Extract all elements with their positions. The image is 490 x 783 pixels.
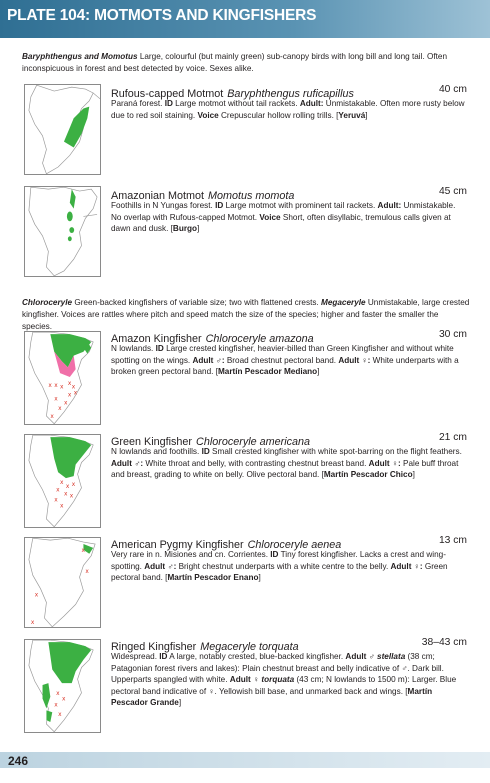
common-name: Green Kingfisher — [111, 436, 193, 448]
desc-label: Adult ♀: — [338, 355, 371, 365]
species-size: 30 cm — [438, 329, 467, 340]
common-name: Ringed Kingfisher — [111, 641, 197, 653]
svg-text:x: x — [85, 569, 89, 576]
desc-text: (43 cm; N lowlands to 1500 m): Larger. Blue pectoral band indicative of ♀. Yellowish bill base, and unmarked back and wings. [ — [111, 675, 457, 696]
range-map-amazon-kingfisher — [24, 331, 101, 425]
desc-text: Foothills in N Yungas forest. — [111, 201, 216, 210]
range-map-svg — [25, 435, 100, 527]
kingfisher-intro-text: Green-backed kingfishers of variable size; two with flattened crests. — [72, 298, 321, 307]
desc-text: Green pectoral band. [ — [111, 561, 448, 583]
footer-band — [0, 752, 490, 768]
species-header — [111, 186, 467, 200]
species-description — [111, 651, 468, 709]
desc-text: Large crested kingfisher, heavier-billed than Green Kingfisher and without white spotting on the wings. — [111, 344, 454, 365]
range-map-ringed-kingfisher — [24, 639, 101, 733]
svg-text:x: x — [60, 503, 64, 510]
desc-label: Voice — [197, 110, 219, 120]
common-name: Amazon Kingfisher — [111, 333, 202, 345]
subspecies-name: stellata — [377, 652, 406, 661]
species-header — [111, 84, 467, 98]
local-name: Martín Pescador Enano — [167, 573, 259, 583]
desc-text: Large motmot with prominent tail rackets. — [223, 201, 378, 210]
svg-text:x: x — [63, 491, 68, 498]
page-number: 246 — [8, 754, 29, 768]
svg-text:x: x — [67, 380, 72, 387]
desc-label: Adult: — [377, 201, 402, 210]
desc-label: Adult ♂: — [144, 561, 177, 571]
desc-text: ] — [258, 573, 261, 583]
species-header — [111, 329, 467, 343]
desc-text: Bright chestnut underparts with a white centre to the belly. — [176, 561, 391, 571]
common-name: Rufous-capped Motmot — [111, 88, 224, 100]
genus-chloroceryle: Chloroceryle — [22, 298, 73, 307]
desc-label: ID — [270, 550, 279, 559]
range-map-american-pygmy-kingfisher — [24, 537, 101, 628]
desc-label: ID — [159, 652, 168, 661]
svg-text:x: x — [81, 547, 85, 554]
scientific-name: Chloroceryle aenea — [247, 539, 342, 551]
scientific-name: Momotus momota — [208, 190, 295, 202]
desc-label: Adult ♀ — [229, 675, 260, 685]
plate-title: PLATE 104: MOTMOTS AND KINGFISHERS — [7, 7, 317, 24]
svg-text:x: x — [62, 696, 66, 703]
svg-text:x: x — [30, 619, 35, 626]
svg-text:x: x — [56, 487, 60, 494]
range-map-rufous-capped-motmot — [24, 84, 101, 175]
species-size: 13 cm — [438, 535, 467, 546]
svg-text:x: x — [60, 479, 64, 486]
species-header — [111, 432, 467, 446]
local-name: Martín Pescador Mediano — [217, 367, 318, 377]
desc-text: A large, notably crested, blue-backed kingfisher. — [167, 652, 346, 661]
local-name: Burgo — [172, 224, 198, 234]
desc-label: ID — [155, 344, 164, 353]
species-description — [111, 446, 468, 481]
motmot-intro — [22, 51, 470, 75]
range-map-amazonian-motmot — [24, 186, 101, 277]
desc-text: Unmistakable. Often more rusty below due to red soil staining. — [111, 99, 465, 120]
species-size: 45 cm — [438, 186, 467, 197]
species-description — [111, 343, 468, 378]
species-description — [111, 98, 468, 121]
desc-text: N lowlands. — [111, 344, 156, 353]
svg-text:x: x — [50, 413, 54, 420]
range-map-svg — [25, 85, 100, 174]
svg-text:x: x — [56, 690, 60, 697]
desc-label: ID — [164, 99, 173, 108]
range-map-svg — [25, 538, 100, 627]
svg-text:x: x — [48, 382, 52, 389]
svg-text:x: x — [71, 384, 76, 391]
desc-label: ID — [201, 447, 210, 456]
species-size: 38–43 cm — [421, 637, 467, 648]
scientific-name: Baryphthengus ruficapillus — [227, 88, 354, 100]
kingfisher-intro — [22, 297, 470, 333]
desc-text: Widespread. — [111, 652, 160, 661]
svg-text:x: x — [54, 702, 58, 709]
motmot-intro-text: Large, colourful (but mainly green) sub-canopy birds with long bill and long tail. Often inconspicuous in forest and best detected by voice. Sexes alike. — [22, 52, 448, 73]
desc-text: ] — [178, 698, 182, 708]
svg-text:x: x — [71, 481, 76, 488]
desc-text: Crepuscular hollow rolling trills. [ — [218, 110, 339, 120]
subspecies-name: torquata — [261, 675, 295, 685]
desc-text: Large motmot without tail rackets. — [172, 99, 300, 108]
desc-label: ID — [215, 201, 224, 210]
svg-text:x: x — [67, 392, 72, 399]
desc-text: Broad chestnut pectoral band. — [224, 355, 339, 365]
desc-label: Voice — [259, 212, 281, 222]
common-name: American Pygmy Kingfisher — [111, 539, 244, 551]
desc-text: ] — [412, 470, 415, 480]
local-name: Martín Pescador Chico — [323, 470, 413, 480]
desc-label: Adult ♂: — [111, 458, 144, 468]
desc-label: Adult ♀: — [390, 561, 423, 571]
common-name: Amazonian Motmot — [111, 190, 205, 202]
kingfisher-intro-text: Unmistakable, large crested kingfisher. Voices are rattles where pitch and speed match the size of the species; higher and faster the smaller the species. — [22, 298, 470, 331]
genus-megaceryle: Megaceryle — [321, 298, 366, 307]
desc-text: Very rare in n. Misiones and cn. Corrientes. — [111, 550, 271, 559]
desc-text: Paraná forest. — [111, 99, 165, 108]
species-header — [111, 535, 467, 549]
desc-text: White underparts with a broken green pectoral band. [ — [111, 355, 459, 377]
species-header — [111, 637, 467, 651]
desc-text: ] — [197, 224, 200, 234]
svg-text:x: x — [58, 406, 62, 413]
svg-text:x: x — [54, 497, 58, 504]
desc-text: Tiny forest kingfisher. Lacks a crest and wing-spotting. — [111, 550, 446, 571]
range-map-svg — [25, 332, 100, 424]
svg-text:x: x — [60, 384, 64, 391]
species-description — [111, 200, 468, 235]
svg-text:x: x — [73, 390, 78, 397]
species-size: 21 cm — [438, 432, 467, 443]
desc-label: Adult ♂ — [345, 652, 375, 661]
motmot-genera: Baryphthengus and Momotus — [22, 52, 138, 61]
desc-label: Adult ♂: — [192, 355, 225, 365]
desc-text: (38 cm; Patagonian forest rivers and lakes): Plain chestnut breast and belly indicative of ♂. Dark bill. Upperparts spangled with white. — [111, 652, 444, 685]
svg-text:x: x — [54, 396, 58, 403]
desc-text: Pale buff throat and breast, grading to white on belly. Olive pectoral band. [ — [111, 458, 459, 480]
desc-text: Unmistakable. No overlap with Rufous-capped Motmot. — [111, 201, 456, 222]
scientific-name: Chloroceryle americana — [196, 436, 311, 448]
desc-text: ] — [365, 110, 368, 120]
range-map-green-kingfisher — [24, 434, 101, 528]
desc-text: N lowlands and foothills. — [111, 447, 202, 456]
desc-text: Short, often disyllabic, tremulous calls given at dawn and dusk. [ — [111, 212, 451, 234]
local-name: Yeruvá — [338, 110, 366, 120]
svg-text:x: x — [58, 712, 62, 719]
svg-text:x: x — [65, 483, 70, 490]
desc-text: ] — [317, 367, 320, 377]
scientific-name: Megaceryle torquata — [200, 641, 299, 653]
desc-label: Adult ♀: — [368, 458, 401, 468]
svg-text:x: x — [54, 382, 58, 389]
species-description — [111, 549, 468, 584]
desc-label: Adult: — [299, 99, 324, 108]
plate-header — [0, 0, 490, 38]
species-size: 40 cm — [438, 84, 467, 95]
range-map-svg — [25, 640, 100, 732]
desc-text: Small crested kingfisher with white spot-barring on the flight feathers. — [209, 447, 462, 456]
svg-text:x: x — [63, 400, 68, 407]
range-map-svg — [25, 187, 100, 276]
svg-text:x: x — [34, 592, 39, 599]
scientific-name: Chloroceryle amazona — [205, 333, 314, 345]
local-name: Martín Pescador Grande — [111, 686, 433, 708]
desc-text: White throat and belly, with contrasting chestnut breast band. — [143, 458, 369, 468]
svg-text:x: x — [69, 493, 74, 500]
